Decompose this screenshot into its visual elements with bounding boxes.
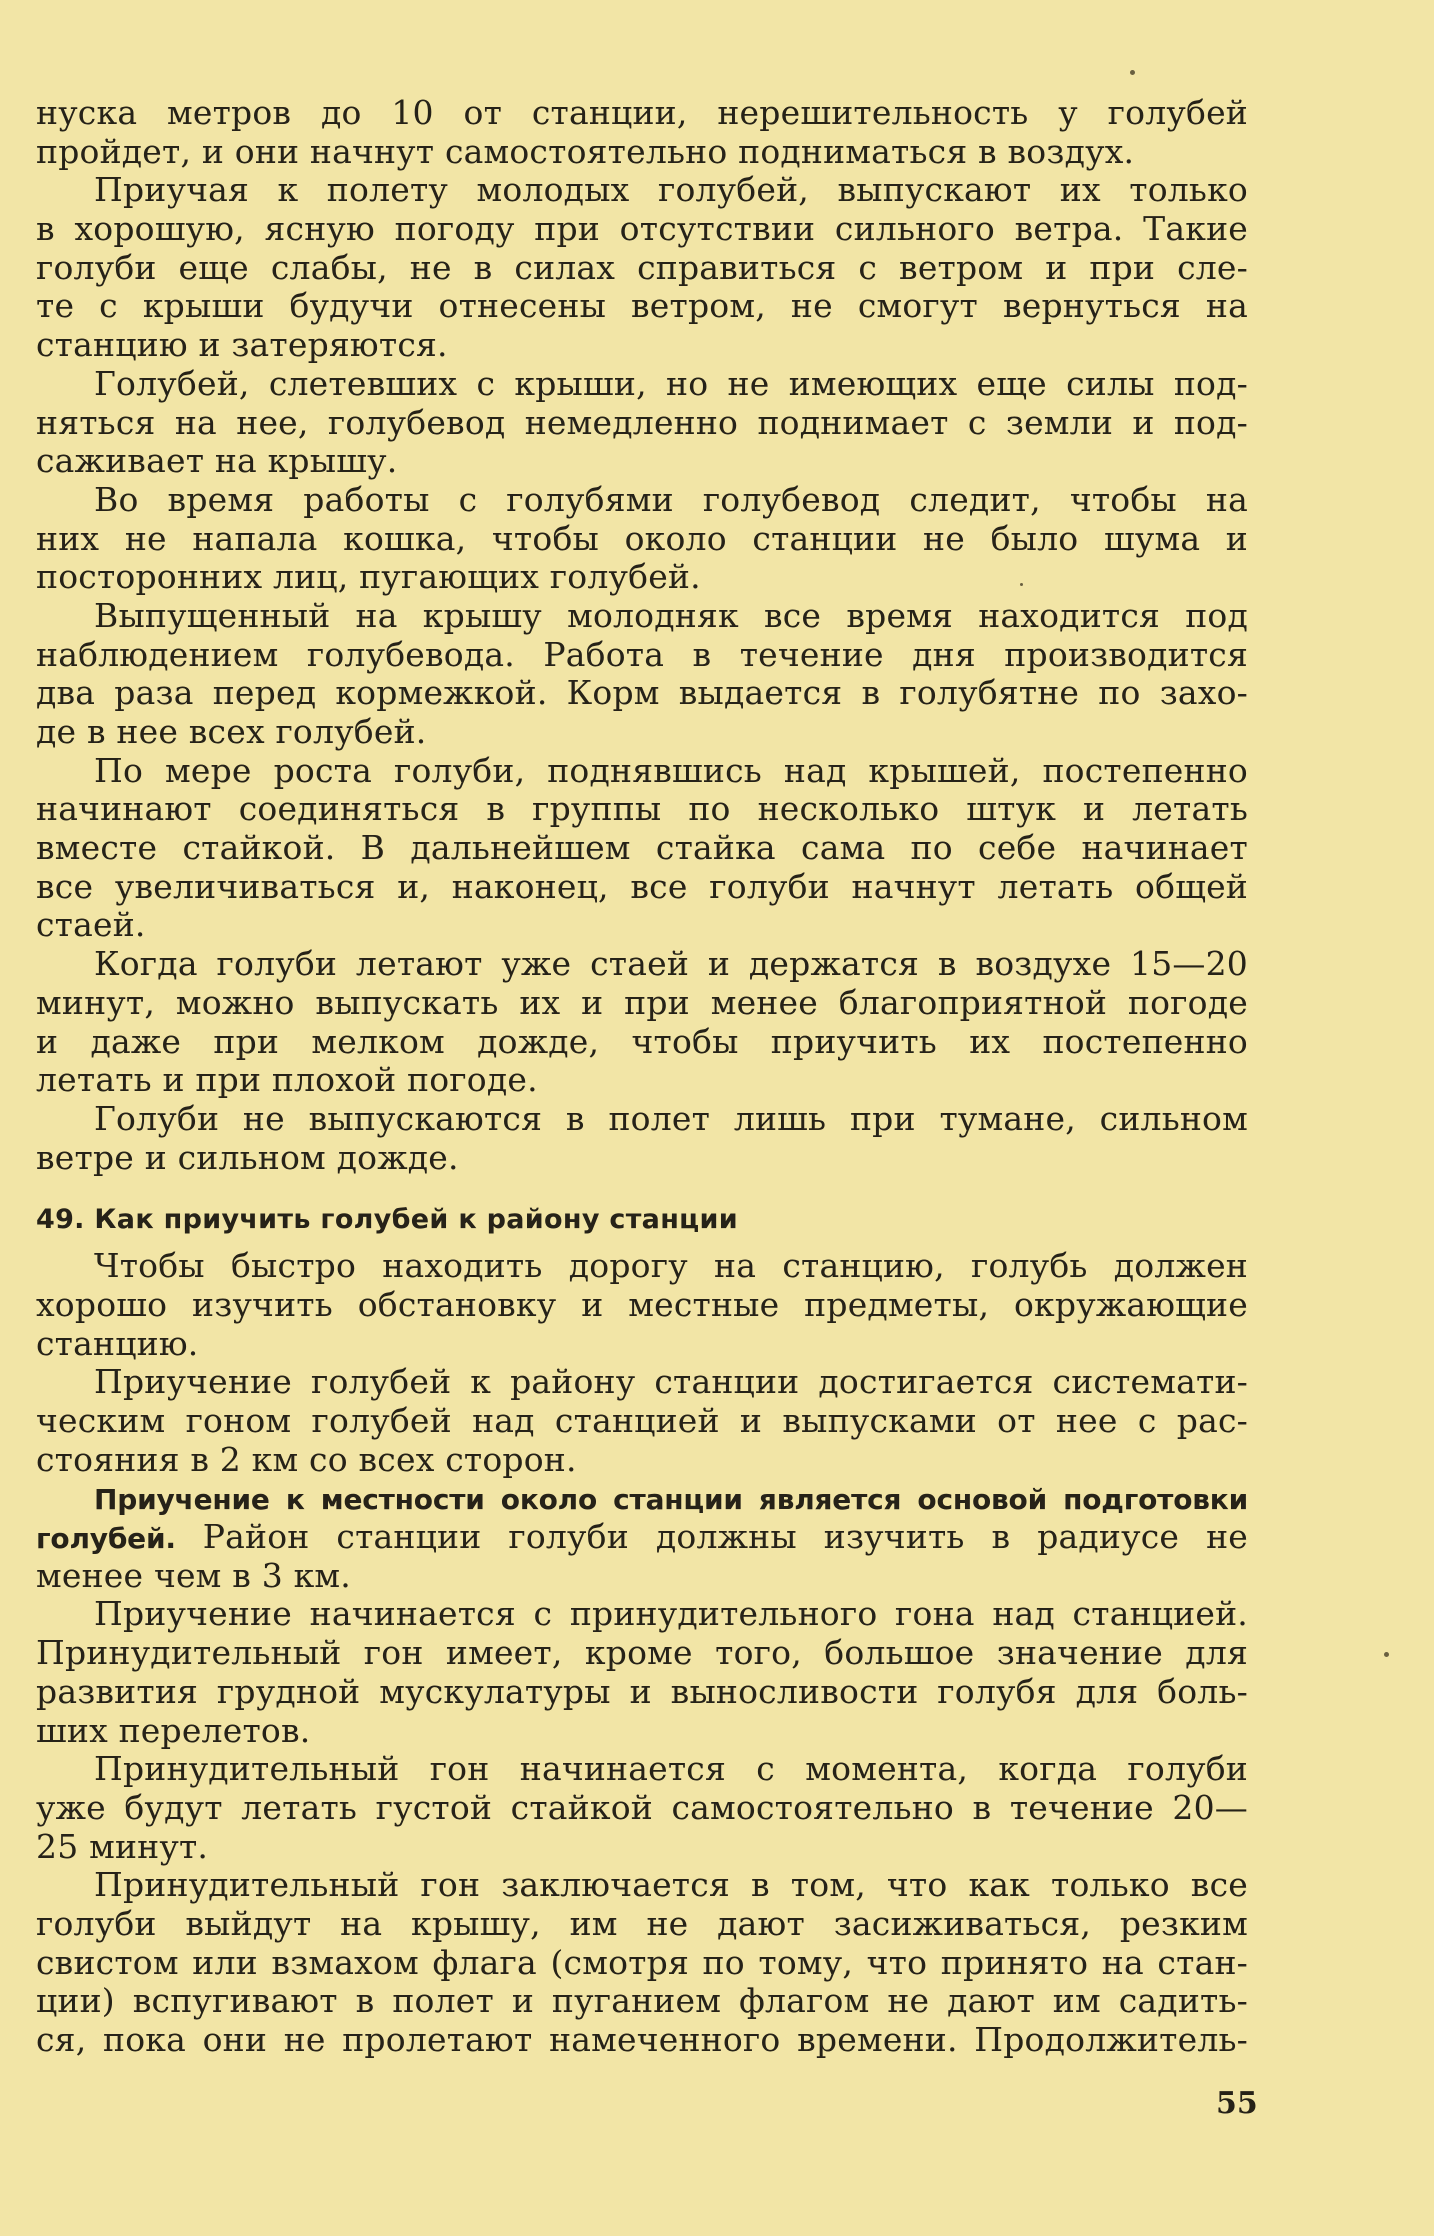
- paragraph-training-weather: [36, 171, 1248, 364]
- text-line: Приучение начинается с принудительного гона над станцией.: [94, 1594, 1248, 1634]
- text-line: них не напала кошка, чтобы около станции не было шума и: [36, 518, 1248, 558]
- text-line: ции) вспугивают в полет и пуганием флагом не дают им садить-: [36, 1981, 1248, 2021]
- text-line: посторонних лиц, пугающих голубей.: [36, 557, 701, 597]
- text-line: минут, можно выпускать их и при менее благоприятной погоде: [36, 982, 1248, 1022]
- paragraph-no-flight: [36, 1100, 1248, 1177]
- text-line: уже будут летать густой стайкой самостоятельно в течение 20—: [36, 1787, 1248, 1827]
- text-line: 25 минут.: [36, 1826, 209, 1866]
- text-line: голуби выйдут на крышу, им не дают засиживаться, резким: [36, 1903, 1248, 1943]
- text-line: голуби еще слабы, не в силах справиться с ветром и при сле-: [36, 247, 1248, 287]
- text-line: Голуби не выпускаются в полет лишь при тумане, сильном: [94, 1098, 1248, 1138]
- bold-text: Приучение к местности около станции является основой подготовки: [94, 1483, 1248, 1517]
- text-line: стаей.: [36, 905, 146, 945]
- paragraph-emphasis: [36, 1479, 1248, 1595]
- text-line: и даже при мелком дожде, чтобы приучить их постепенно: [36, 1021, 1248, 1061]
- text-line: Во время работы с голубями голубевод следит, чтобы на: [94, 479, 1248, 519]
- text-line: развития грудной мускулатуры и выносливости голубя для боль-: [36, 1671, 1248, 1711]
- text-line: наблюдением голубевода. Работа в течение дня производится: [36, 634, 1248, 674]
- text-line: все увеличиваться и, наконец, все голуби начнут летать общей: [36, 866, 1248, 906]
- text-line: няться на нее, голубевод немедленно поднимает с земли и под-: [36, 402, 1248, 442]
- section-heading: 49. Как приучить голубей к району станции: [36, 1204, 738, 1236]
- text-line: станцию.: [36, 1323, 199, 1363]
- text-line: начинают соединяться в группы по несколько штук и летать: [36, 789, 1248, 829]
- paragraph-area-training: [36, 1363, 1248, 1479]
- plain-text: Район станции голуби должны изучить в радиусе не: [175, 1517, 1248, 1557]
- text-line: стояния в 2 км со всех сторон.: [36, 1439, 577, 1479]
- text-line: свистом или взмахом флага (смотря по тому, что принято на стан-: [36, 1942, 1248, 1982]
- page-body: [36, 94, 1248, 2060]
- text-line: [36, 1518, 1248, 1557]
- paper-speck: [1384, 1652, 1389, 1657]
- paragraph-forced-flight: [36, 1595, 1248, 1750]
- text-line: [36, 1479, 1248, 1518]
- paragraph-supervision: [36, 597, 1248, 752]
- text-line: пройдет, и они начнут самостоятельно подниматься в воздух.: [36, 131, 1135, 171]
- paragraph-safety: [36, 481, 1248, 597]
- text-line: ческим гоном голубей над станцией и выпусками от нее с рас-: [36, 1401, 1248, 1440]
- paragraph-forced-method: [36, 1866, 1248, 2059]
- paper-speck: [1130, 70, 1135, 75]
- text-line: Принудительный гон имеет, кроме того, большое значение для: [36, 1633, 1248, 1673]
- text-line: летать и при плохой погоде.: [36, 1060, 538, 1100]
- paragraph-continuation: [36, 94, 1248, 171]
- text-line: Принудительный гон начинается с момента, когда голуби: [94, 1749, 1248, 1789]
- text-line: Когда голуби летают уже стаей и держатся в воздухе 15—20: [94, 944, 1248, 984]
- text-line: По мере роста голуби, поднявшись над крышей, постепенно: [94, 750, 1248, 790]
- text-line: саживает на крышу.: [36, 441, 398, 481]
- text-line: те с крыши будучи отнесены ветром, не смогут вернуться на: [36, 286, 1248, 326]
- paragraph-flock-forming: [36, 752, 1248, 945]
- text-line: Приучая к полету молодых голубей, выпускают их только: [94, 170, 1248, 210]
- text-line: вместе стайкой. В дальнейшем стайка сама по себе начинает: [36, 828, 1248, 868]
- paragraph-bad-weather: [36, 945, 1248, 1100]
- text-line: менее чем в 3 км.: [36, 1555, 351, 1595]
- page-number: 55: [1216, 2086, 1258, 2121]
- text-line: ся, пока они не пролетают намеченного времени. Продолжитель-: [36, 2020, 1248, 2059]
- text-line: Голубей, слетевших с крыши, но не имеющих еще силы под-: [94, 363, 1248, 403]
- paragraph-navigation: [36, 1247, 1248, 1363]
- text-line: хорошо изучить обстановку и местные предметы, окружающие: [36, 1284, 1248, 1324]
- paragraph-forced-start: [36, 1750, 1248, 1866]
- text-line: де в нее всех голубей.: [36, 712, 427, 751]
- text-line: ветре и сильном дожде.: [36, 1137, 459, 1177]
- text-line: два раза перед кормежкой. Корм выдается в голубятне по захо-: [36, 673, 1248, 713]
- text-line: ших перелетов.: [36, 1710, 311, 1750]
- text-line: Принудительный гон заключается в том, что как только все: [94, 1865, 1248, 1905]
- bold-text: голубей.: [36, 1522, 176, 1556]
- text-line: Приучение голубей к району станции достигается системати-: [94, 1362, 1248, 1402]
- text-line: станцию и затеряются.: [36, 325, 448, 365]
- paper-speck: [1020, 583, 1023, 586]
- text-line: Выпущенный на крышу молодняк все время находится под: [94, 595, 1248, 635]
- text-line: нуска метров до 10 от станции, нерешительность у голубей: [36, 93, 1248, 132]
- text-line: Чтобы быстро находить дорогу на станцию, голубь должен: [94, 1246, 1248, 1286]
- text-line: в хорошую, ясную погоду при отсутствии сильного ветра. Такие: [36, 209, 1248, 249]
- paragraph-fallen-pigeons: [36, 365, 1248, 481]
